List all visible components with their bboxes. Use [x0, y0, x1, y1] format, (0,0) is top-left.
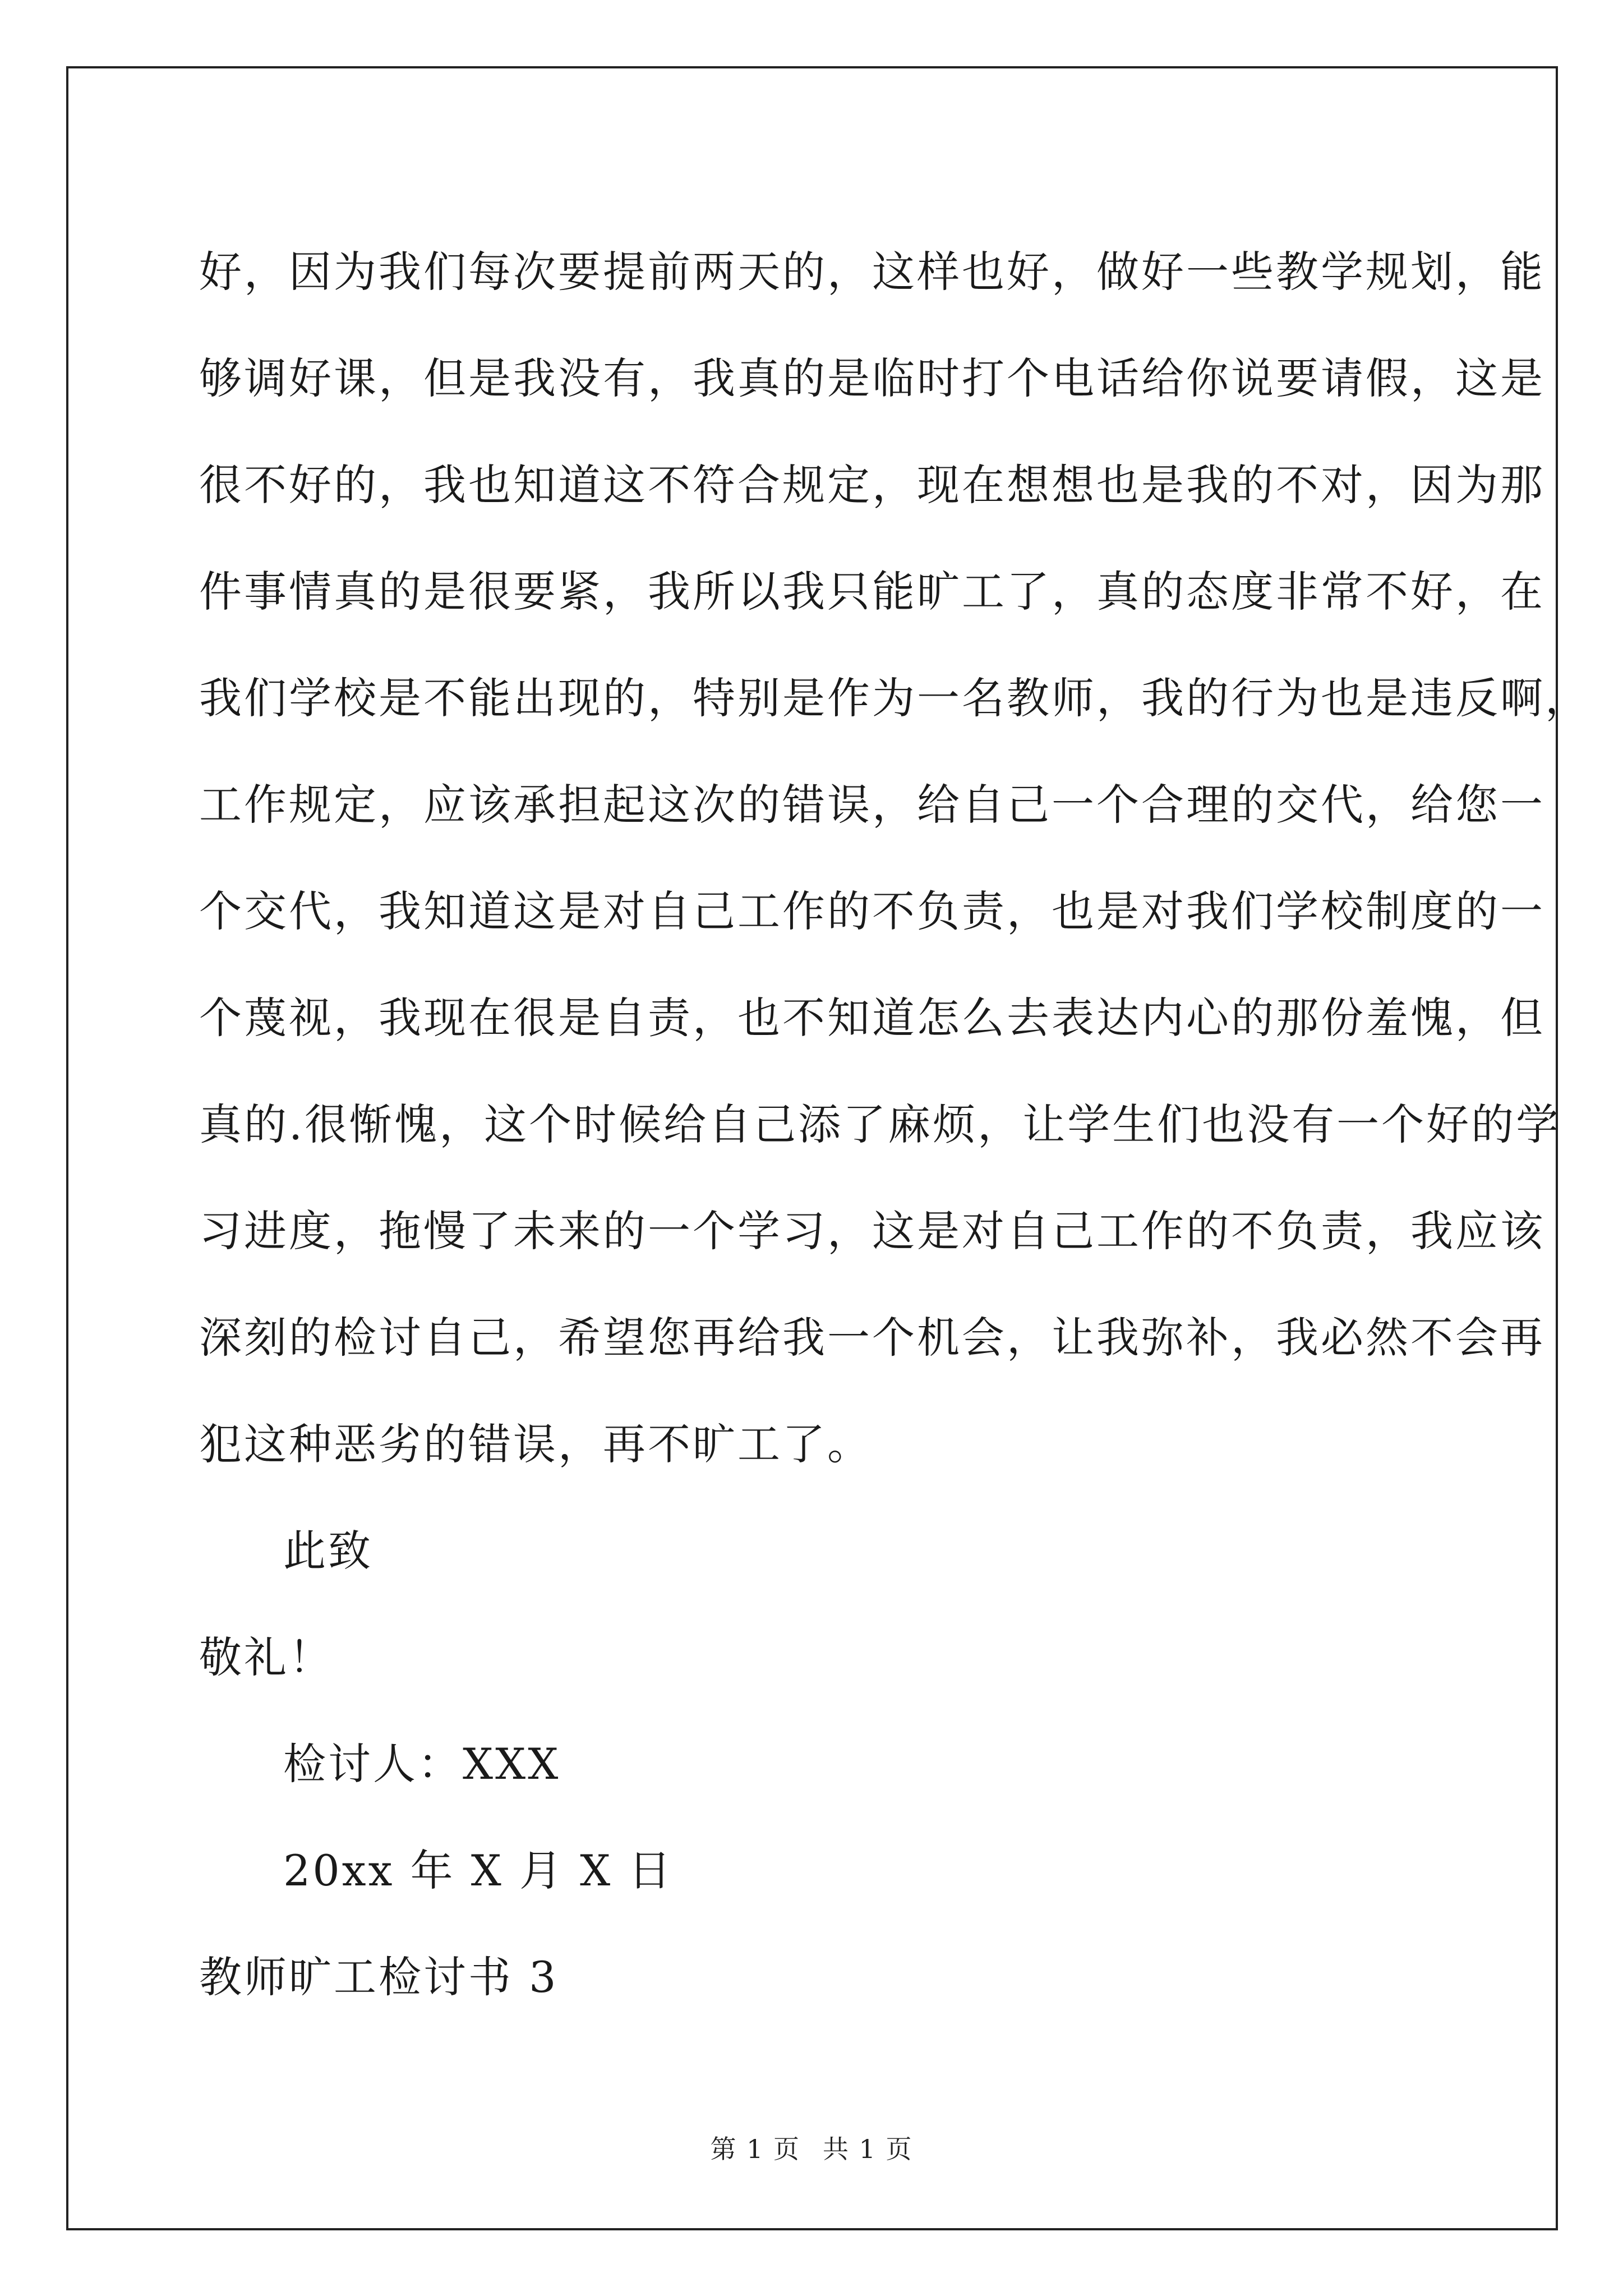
body-line: 个蔑视，我现在很是自责，也不知道怎么去表达内心的那份羞愧，但: [199, 993, 1545, 1043]
page-total: 共 1 页: [823, 2134, 913, 2164]
body-line: 犯这种恶劣的错误，再不旷工了。: [199, 1419, 872, 1469]
body-line: 够调好课，但是我没有，我真的是临时打个电话给你说要请假，这是: [199, 353, 1545, 403]
date-line: 20xx 年 X 月 X 日: [283, 1846, 674, 1895]
body-line: 个交代，我知道这是对自己工作的不负责，也是对我们学校制度的一: [199, 886, 1545, 936]
closing-line: 此致: [283, 1526, 373, 1576]
page-footer: [0, 2129, 1623, 2166]
body-line: 件事情真的是很要紧，我所以我只能旷工了，真的态度非常不好，在: [199, 567, 1545, 616]
page-number: 第 1 页: [710, 2134, 800, 2164]
body-line: 很不好的，我也知道这不符合规定，现在想想也是我的不对，因为那: [199, 460, 1545, 510]
body-line: 工作规定，应该承担起这次的错误，给自己一个合理的交代，给您一: [199, 780, 1545, 830]
document-body: [199, 219, 1590, 2031]
salute-line: 敬礼！: [199, 1632, 334, 1682]
body-line: 习进度，拖慢了未来的一个学习，这是对自己工作的不负责，我应该: [199, 1206, 1545, 1256]
body-line: 我们学校是不能出现的，特别是作为一名教师，我的行为也是违反啊，: [199, 673, 1590, 723]
next-section-heading: 教师旷工检讨书 3: [199, 1952, 559, 2002]
body-line: 真的.很惭愧，这个时候给自己添了麻烦，让学生们也没有一个好的学: [199, 1099, 1561, 1149]
body-line: 深刻的检讨自己，希望您再给我一个机会，让我弥补，我必然不会再: [199, 1313, 1545, 1363]
body-line: 好，因为我们每次要提前两天的，这样也好，做好一些教学规划，能: [199, 247, 1545, 297]
signature-line: 检讨人：XXX: [283, 1739, 561, 1789]
